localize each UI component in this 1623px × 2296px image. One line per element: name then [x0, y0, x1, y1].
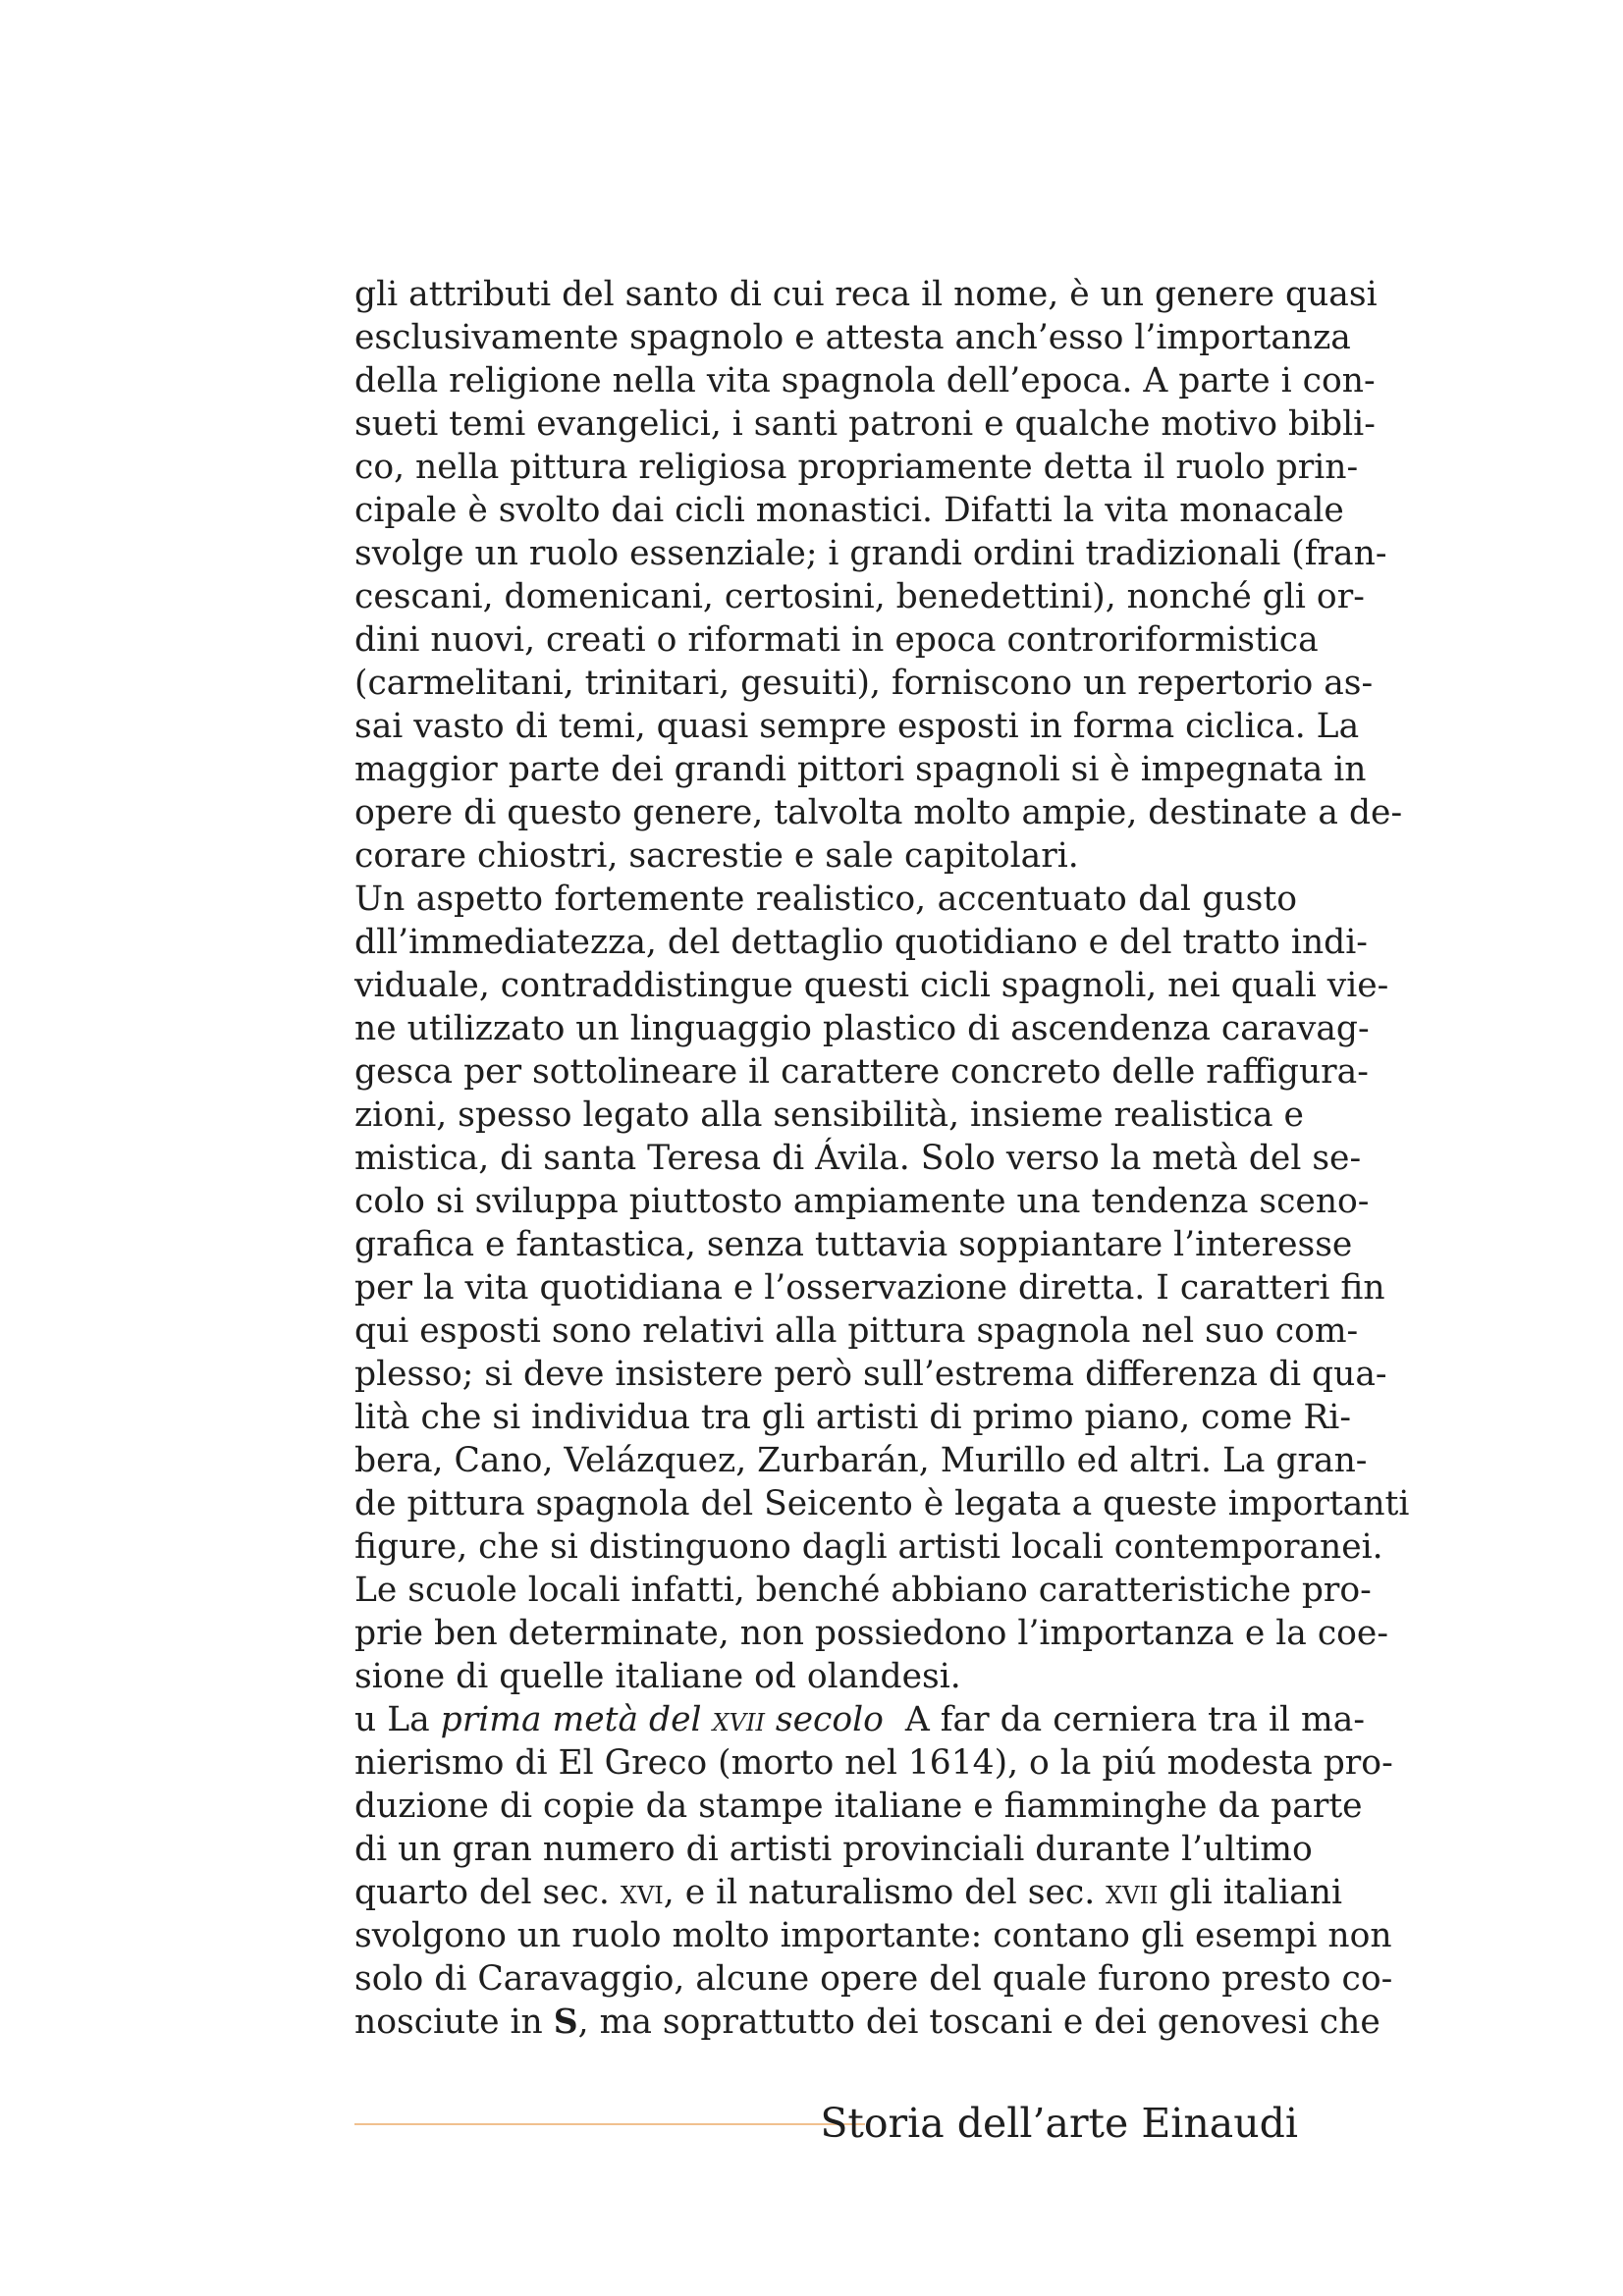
- century-xvi: xvi: [620, 1873, 664, 1912]
- text-line: plesso; si deve insistere però sull’estrema differenza di qua-: [354, 1355, 1387, 1394]
- text-line: co, nella pittura religiosa propriamente detta il ruolo prin-: [354, 448, 1359, 487]
- text-line: gesca per sottolineare il carattere concreto delle raffigura-: [354, 1052, 1369, 1092]
- bold-abbreviation: S: [553, 2002, 578, 2042]
- text-line: qui esposti sono relativi alla pittura spagnola nel suo com-: [354, 1311, 1359, 1351]
- section-heading-line: [354, 1698, 1365, 1741]
- text-line: zioni, spesso legato alla sensibilità, insieme realistica e: [354, 1095, 1304, 1135]
- text-line: sueti temi evangelici, i santi patroni e qualche motivo bibli-: [354, 404, 1376, 444]
- text-line: Un aspetto fortemente realistico, accentuato dal gusto: [354, 880, 1297, 919]
- text-line: figure, che si distinguono dagli artisti locali contemporanei.: [354, 1527, 1383, 1567]
- text-line: maggior parte dei grandi pittori spagnoli si è impegnata in: [354, 750, 1367, 789]
- text-line: di un gran numero di artisti provinciali durante l’ultimo: [354, 1830, 1313, 1869]
- text-line: solo di Caravaggio, alcune opere del quale furono presto co-: [354, 1959, 1393, 1999]
- text-line: nosciute in S, ma soprattutto dei toscani e dei genovesi che: [354, 2002, 1380, 2042]
- text-line: prie ben determinate, non possiedono l’importanza e la coe-: [354, 1614, 1388, 1653]
- text-line: Le scuole locali infatti, benché abbiano caratteristiche pro-: [354, 1571, 1372, 1610]
- body-text: [354, 273, 1410, 2044]
- text-line: colo si sviluppa piuttosto ampiamente una tendenza sceno-: [354, 1182, 1370, 1221]
- section-marker: u: [354, 1700, 377, 1739]
- text-line: viduale, contraddistingue questi cicli spagnoli, nei quali vie-: [354, 966, 1389, 1005]
- text-line: della religione nella vita spagnola dell’epoca. A parte i con-: [354, 361, 1376, 400]
- text-line: per la vita quotidiana e l’osservazione diretta. I caratteri fin: [354, 1268, 1385, 1308]
- text-line: mistica, di santa Teresa di Ávila. Solo verso la metà del se-: [354, 1139, 1362, 1178]
- text-line: gli attributi del santo di cui reca il nome, è un genere quasi: [354, 275, 1378, 314]
- text-line: svolge un ruolo essenziale; i grandi ordini tradizionali (fran-: [354, 534, 1387, 573]
- text-line: dini nuovi, creati o riformati in epoca controriformistica: [354, 620, 1319, 660]
- text-line: sai vasto di temi, quasi sempre esposti in forma ciclica. La: [354, 707, 1360, 746]
- section-title-century: xvii: [712, 1700, 765, 1739]
- footer-rule: [354, 2123, 865, 2125]
- century-xvii: xvii: [1106, 1873, 1159, 1912]
- text-line: cescani, domenicani, certosini, benedettini), nonché gli or-: [354, 577, 1365, 616]
- text-line: lità che si individua tra gli artisti di primo piano, come Ri-: [354, 1398, 1351, 1437]
- section-title: prima metà del xvii secolo: [440, 1700, 884, 1739]
- text-line: sione di quelle italiane od olandesi.: [354, 1657, 961, 1696]
- text-line: opere di questo genere, talvolta molto ampie, destinate a de-: [354, 793, 1403, 832]
- text-line: corare chiostri, sacrestie e sale capitolari.: [354, 836, 1079, 876]
- text-line: esclusivamente spagnolo e attesta anch’esso l’importanza: [354, 318, 1351, 357]
- text-line: grafica e fantastica, senza tuttavia soppiantare l’interesse: [354, 1225, 1353, 1264]
- footer-title: Storia dell’arte Einaudi: [820, 2100, 1298, 2147]
- text-line: (carmelitani, trinitari, gesuiti), forniscono un repertorio as-: [354, 664, 1374, 703]
- text-line: duzione di copie da stampe italiane e fiamminghe da parte: [354, 1787, 1363, 1826]
- section-first-line: A far da cerniera tra il ma-: [904, 1700, 1365, 1739]
- text-line: cipale è svolto dai cicli monastici. Difatti la vita monacale: [354, 491, 1344, 530]
- text-line: bera, Cano, Velázquez, Zurbarán, Murillo ed altri. La gran-: [354, 1441, 1368, 1480]
- text-line: nierismo di El Greco (morto nel 1614), o la piú modesta pro-: [354, 1743, 1393, 1783]
- text-line: de pittura spagnola del Seicento è legata a queste importanti: [354, 1484, 1410, 1523]
- text-line: svolgono un ruolo molto importante: contano gli esempi non: [354, 1916, 1392, 1955]
- text-line: quarto del sec. xvi, e il naturalismo del sec. xvii gli italiani: [354, 1873, 1342, 1912]
- text-line: dll’immediatezza, del dettaglio quotidiano e del tratto indi-: [354, 923, 1368, 962]
- section-lead-word: La: [387, 1700, 430, 1739]
- text-line: ne utilizzato un linguaggio plastico di ascendenza caravag-: [354, 1009, 1370, 1048]
